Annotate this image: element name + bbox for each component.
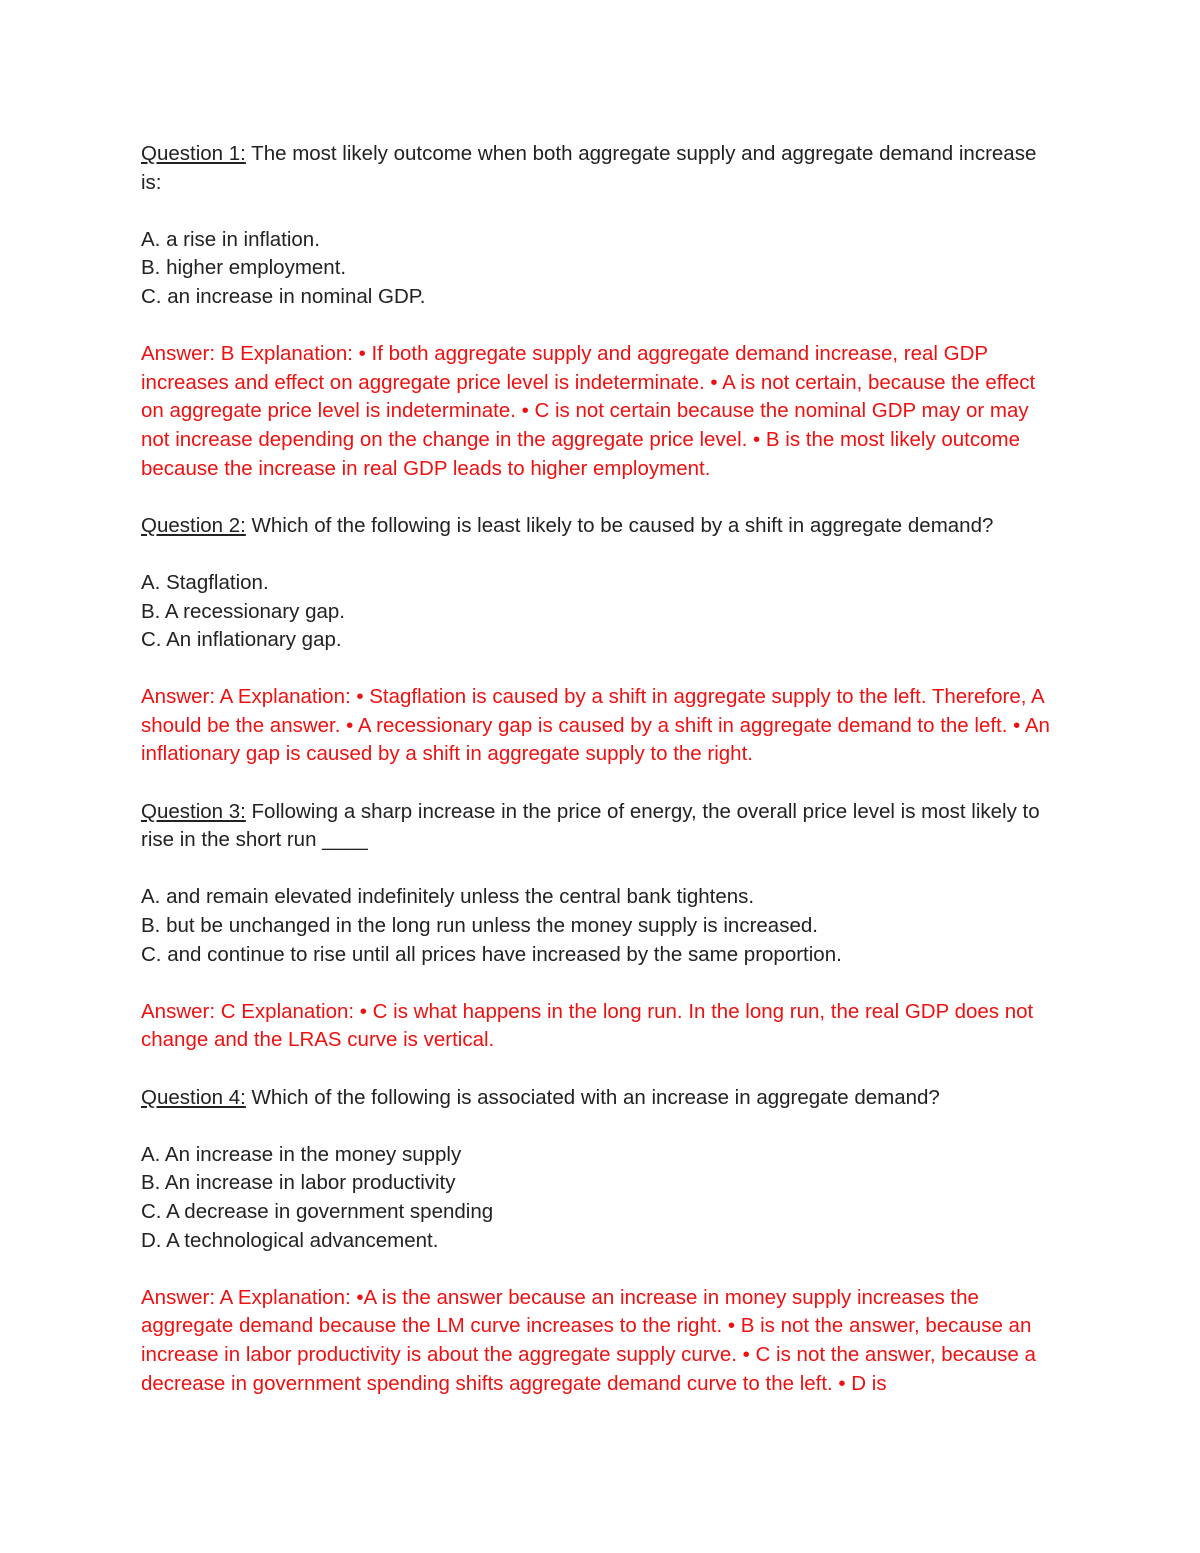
option-a: A. a rise in inflation. [141, 227, 320, 251]
option-a: A. An increase in the money supply [141, 1142, 462, 1166]
option-b: B. A recessionary gap. [141, 599, 345, 623]
option-a: A. and remain elevated indefinitely unless the central bank tightens. [141, 885, 755, 909]
option-a: A. Stagflation. [141, 570, 269, 594]
answer-explanation: Answer: B Explanation: • If both aggregate supply and aggregate demand increase, real GDP increases and effect on aggregate price level is indeterminate. • A is not certain, because the effect on aggregate price level is indeterminate. • C is not certain because the nominal GDP may or may not increase depending on the change in the aggregate price level. • B is the most likely outcome because the increase in real GDP leads to higher employment. [141, 342, 1036, 480]
question-label: Question 3: [141, 799, 246, 823]
answer-explanation: Answer: C Explanation: • C is what happens in the long run. In the long run, the real GDP does not change and the LRAS curve is vertical. [141, 999, 1034, 1052]
question-label: Question 1: [141, 142, 246, 165]
question-stem [141, 798, 1061, 855]
question-2 [141, 512, 1061, 798]
document-body [141, 140, 1061, 1398]
question-text: Following a sharp increase in the price of energy, the overall price level is most likely to rise in the short run ____ [141, 799, 1040, 852]
question-text: Which of the following is least likely to be caused by a shift in aggregate demand? [245, 513, 994, 537]
option-d: D. A technological advancement. [141, 1228, 439, 1252]
option-c: C. and continue to rise until all prices have increased by the same proportion. [141, 942, 842, 966]
question-text: The most likely outcome when both aggregate supply and aggregate demand increase is: [141, 142, 1037, 194]
option-b: B. higher employment. [141, 256, 347, 280]
question-stem [141, 1084, 1061, 1113]
answer-explanation: Answer: A Explanation: • Stagflation is caused by a shift in aggregate supply to the left. Therefore, A should be the answer. • A recessionary gap is caused by a shift in aggregate demand to the left. • An inflationary gap is caused by a shift in aggregate supply to the right. [141, 685, 1050, 766]
question-text: Which of the following is associated with an increase in aggregate demand? [245, 1085, 940, 1109]
option-b: B. but be unchanged in the long run unless the money supply is increased. [141, 914, 818, 938]
question-label: Question 2: [141, 513, 246, 537]
question-stem [141, 140, 1061, 197]
question-label: Question 4: [141, 1085, 246, 1109]
question-1 [141, 140, 1061, 512]
option-c: C. an increase in nominal GDP. [141, 284, 426, 308]
question-stem [141, 512, 1061, 541]
question-3 [141, 798, 1061, 1084]
option-c: C. An inflationary gap. [141, 628, 342, 652]
option-b: B. An increase in labor productivity [141, 1171, 456, 1195]
question-4 [141, 1084, 1061, 1399]
answer-explanation: Answer: A Explanation: •A is the answer because an increase in money supply increases the aggregate demand because the LM curve increases to the right. • B is not the answer, because an increase in labor productivity is about the aggregate supply curve. • C is not the answer, because a decrease in government spending shifts aggregate demand curve to the left. • D is [141, 1285, 1036, 1395]
option-c: C. A decrease in government spending [141, 1199, 494, 1223]
